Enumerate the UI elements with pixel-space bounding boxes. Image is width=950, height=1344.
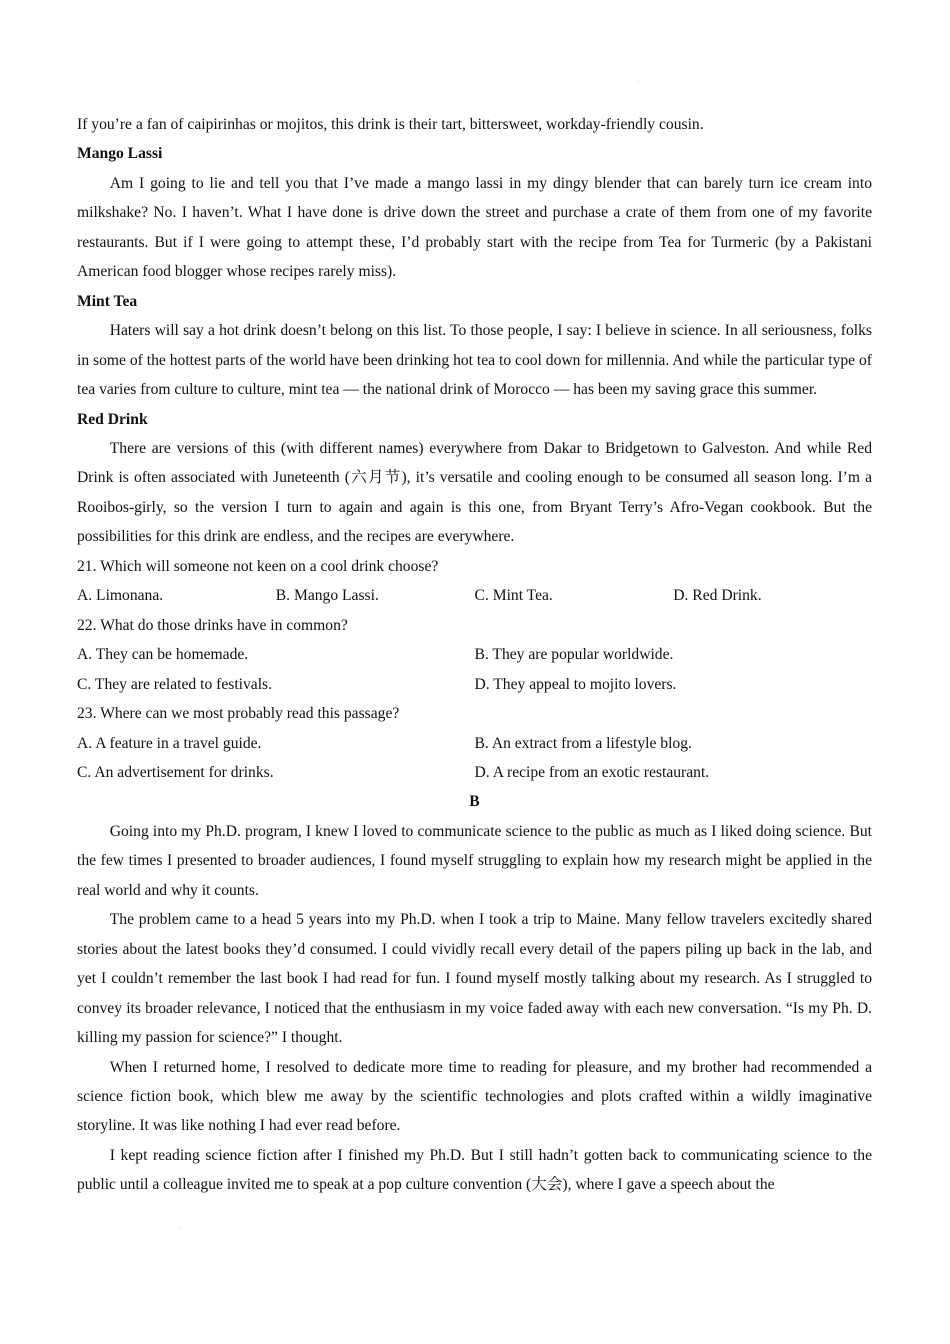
- option: D. Red Drink.: [673, 587, 762, 605]
- paragraph: Haters will say a hot drink doesn’t belong on this list. To those people, I say: I believe in science. In all seriousness, folks in some of the hottest parts of the world have been drinking hot tea to cool down for millennia. And while the particular type of tea varies from culture to culture, mint tea — the national drink of Morocco — has been my saving grace this summer.: [77, 322, 872, 399]
- question-options: [77, 640, 872, 669]
- option: D. They appeal to mojito lovers.: [474, 675, 677, 693]
- option: C. They are related to festivals.: [77, 675, 272, 693]
- question-stem: 23. Where can we most probably read this passage?: [77, 705, 400, 723]
- option: B. They are popular worldwide.: [474, 646, 674, 664]
- question-options: [77, 670, 872, 699]
- scan-speck: [638, 81, 639, 82]
- paragraph: When I returned home, I resolved to dedicate more time to reading for pleasure, and my brother had recommended a science fiction book, which blew me away by the scientific technologies and plots crafted within a wildly imaginative storyline. It was like nothing I had ever read before.: [77, 1058, 872, 1135]
- option: C. Mint Tea.: [474, 587, 553, 605]
- question-options: [77, 758, 872, 787]
- paragraph: I kept reading science fiction after I finished my Ph.D. But I still hadn’t gotten back to communicating science to the public until a colleague invited me to speak at a pop culture convention (大会), where I gave a speech about the: [77, 1146, 872, 1194]
- option: C. An advertisement for drinks.: [77, 763, 274, 781]
- scan-speck: [180, 1228, 181, 1229]
- paragraph: Am I going to lie and tell you that I’ve made a mango lassi in my dingy blender that can barely turn ice cream into milkshake? No. I haven’t. What I have done is drive down the street and purchase a crate of them from one of my favorite restaurants. But if I were going to attempt these, I’d probably start with the recipe from Tea for Turmeric (by a Pakistani American food blogger whose recipes rarely miss).: [77, 174, 872, 281]
- paragraph: Going into my Ph.D. program, I knew I loved to communicate science to the public as much as I liked doing science. But the few times I presented to broader audiences, I found myself struggling to explain how my research might be applied in the real world and why it counts.: [77, 822, 872, 899]
- section-heading: Mango Lassi: [77, 145, 163, 163]
- document-page: [77, 110, 872, 1200]
- paragraph: There are versions of this (with different names) everywhere from Dakar to Bridgetown to Galveston. And while Red Drink is often associated with Juneteenth (六月节), it’s versatile and cooling enough to be consumed all season long. I’m a Rooibos-girly, so the version I turn to again and again is this one, from Bryant Terry’s Afro-Vegan cookbook. But the possibilities for this drink are endless, and the recipes are everywhere.: [77, 439, 872, 546]
- passage-title: B: [469, 793, 480, 811]
- question-options: [77, 581, 872, 610]
- option: D. A recipe from an exotic restaurant.: [474, 763, 710, 781]
- option: B. Mango Lassi.: [275, 587, 379, 605]
- option: A. They can be homemade.: [77, 646, 249, 664]
- section-heading: Mint Tea: [77, 292, 138, 310]
- option: A. Limonana.: [77, 587, 164, 605]
- question-stem: 21. Which will someone not keen on a cool drink choose?: [77, 557, 439, 575]
- option: B. An extract from a lifestyle blog.: [474, 734, 692, 752]
- paragraph: If you’re a fan of caipirinhas or mojitos, this drink is their tart, bittersweet, workday-friendly cousin.: [77, 116, 704, 133]
- section-heading: Red Drink: [77, 410, 148, 428]
- option: A. A feature in a travel guide.: [77, 734, 262, 752]
- question-options: [77, 729, 872, 758]
- question-stem: 22. What do those drinks have in common?: [77, 616, 348, 634]
- paragraph: The problem came to a head 5 years into my Ph.D. when I took a trip to Maine. Many fellow travelers excitedly shared stories about the latest books they’d consumed. I could vividly recall every detail of the papers piling up back in the lab, and yet I couldn’t remember the last book I had read for fun. I found myself mostly talking about my research. As I struggled to convey its broader relevance, I noticed that the enthusiasm in my voice faded away with each new conversation. “Is my Ph. D. killing my passion for science?” I thought.: [77, 911, 872, 1047]
